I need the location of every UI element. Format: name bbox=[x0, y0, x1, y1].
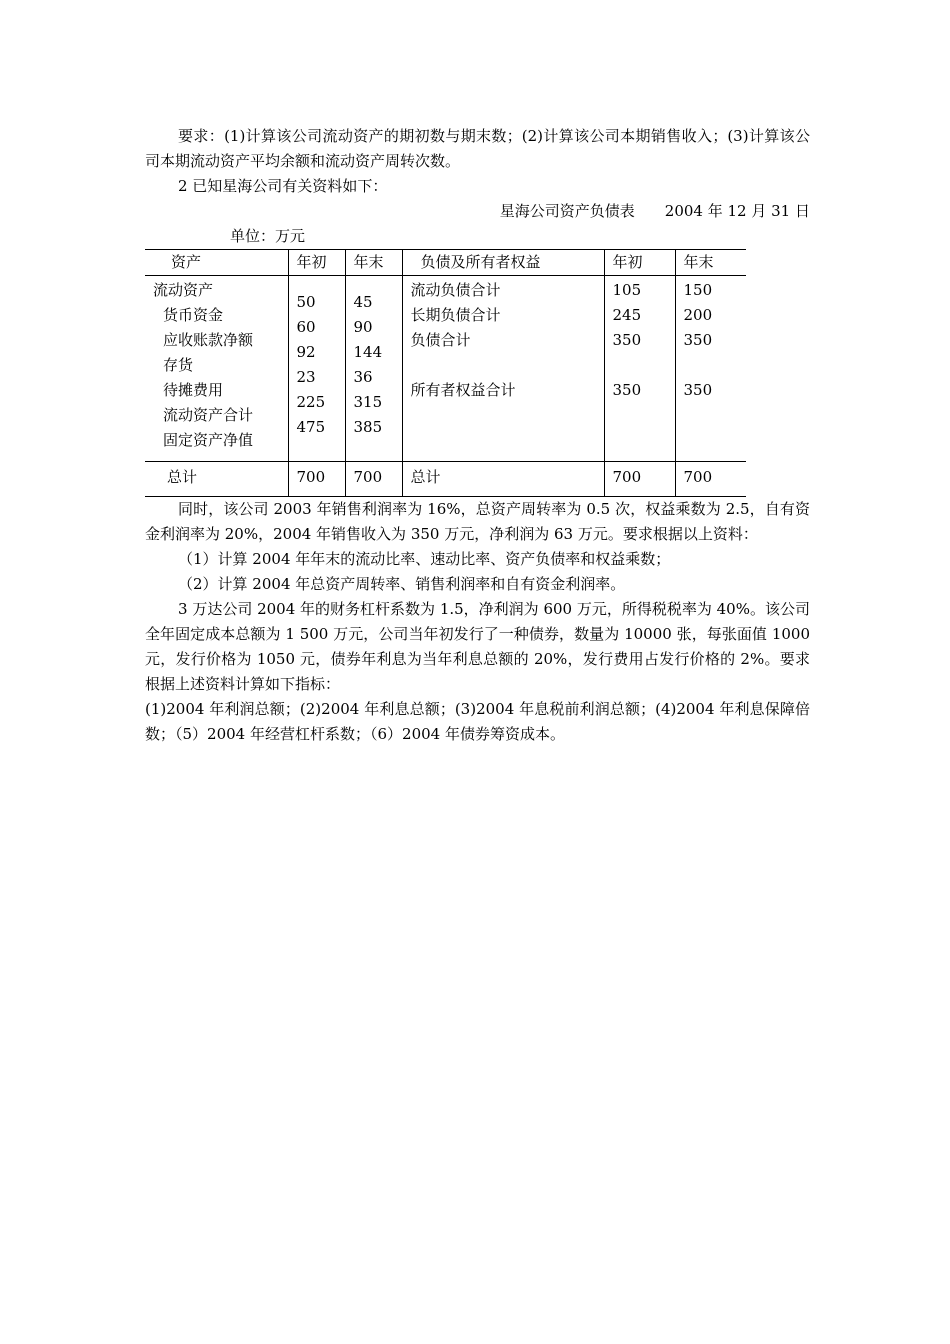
asset-begin-value: 225 bbox=[296, 393, 326, 411]
liability-label: 负债合计 bbox=[410, 331, 471, 349]
requirements-paragraph: 要求：(1)计算该公司流动资产的期初数与期末数；(2)计算该公司本期销售收入；(3)计算该公司本期流动资产平均余额和流动资产周转次数。 bbox=[145, 127, 810, 170]
liability-begin-value: 245 bbox=[612, 306, 642, 324]
total-value: 700 bbox=[345, 462, 402, 497]
liabilities-begin-column bbox=[604, 276, 675, 462]
header-end: 年末 bbox=[675, 250, 746, 276]
liability-end-value: 200 bbox=[683, 306, 713, 324]
header-liabilities: 负债及所有者权益 bbox=[402, 250, 604, 276]
asset-label: 待摊费用 bbox=[163, 381, 224, 399]
table-unit: 单位：万元 bbox=[230, 227, 306, 245]
liabilities-end-column bbox=[675, 276, 746, 462]
liability-label: 长期负债合计 bbox=[410, 306, 501, 324]
total-value: 700 bbox=[675, 462, 746, 497]
table-body-row bbox=[145, 276, 746, 462]
asset-end-value: 90 bbox=[353, 318, 373, 336]
asset-begin-value: 23 bbox=[296, 368, 316, 386]
liability-begin-value: 105 bbox=[612, 281, 642, 299]
assets-column bbox=[145, 276, 288, 462]
liability-label: 流动负债合计 bbox=[410, 281, 501, 299]
total-label: 总计 bbox=[402, 462, 604, 497]
liability-end-value: 350 bbox=[683, 331, 713, 349]
document-page bbox=[145, 124, 810, 747]
asset-begin-value: 60 bbox=[296, 318, 316, 336]
total-value: 700 bbox=[604, 462, 675, 497]
liability-end-value: 350 bbox=[683, 381, 713, 399]
question-3-items: (1)2004 年利润总额；(2)2004 年利息总额；(3)2004 年息税前利润总额；(4)2004 年利息保障倍数；（5）2004 年经营杠杆系数；（6）2004 年债券筹资成本。 bbox=[145, 700, 810, 743]
liability-end-value bbox=[684, 353, 747, 378]
assets-end-column bbox=[345, 276, 402, 462]
asset-label: 货币资金 bbox=[163, 306, 224, 324]
asset-end-value: 36 bbox=[353, 368, 373, 386]
header-assets: 资产 bbox=[145, 250, 288, 276]
asset-label: 流动资产合计 bbox=[163, 406, 254, 424]
header-begin: 年初 bbox=[604, 250, 675, 276]
asset-end-value: 385 bbox=[353, 418, 383, 436]
asset-end-value: 144 bbox=[353, 343, 383, 361]
header-end: 年末 bbox=[345, 250, 402, 276]
asset-label: 应收账款净额 bbox=[163, 331, 254, 349]
total-label: 总计 bbox=[145, 462, 288, 497]
liability-begin-value bbox=[613, 353, 675, 378]
balance-sheet-table bbox=[145, 249, 746, 497]
question-2-item-1: （1）计算 2004 年年末的流动比率、速动比率、资产负债率和权益乘数； bbox=[178, 550, 671, 568]
header-begin: 年初 bbox=[288, 250, 345, 276]
assets-begin-column bbox=[288, 276, 345, 462]
table-total-row bbox=[145, 462, 746, 497]
question-2-paragraph: 同时，该公司 2003 年销售利润率为 16%，总资产周转率为 0.5 次，权益乘数为 2.5，自有资金利润率为 20%，2004 年销售收入为 350 万元，净利润为 63 万元。要求根据以上资料： bbox=[145, 500, 810, 543]
table-title: 星海公司资产负债表 2004 年 12 月 31 日 bbox=[499, 202, 810, 220]
liability-label bbox=[411, 353, 604, 378]
asset-label: 固定资产净值 bbox=[163, 431, 254, 449]
asset-end-value: 315 bbox=[353, 393, 383, 411]
liability-begin-value: 350 bbox=[612, 381, 642, 399]
table-header-row bbox=[145, 250, 746, 276]
asset-label: 存货 bbox=[163, 356, 194, 374]
asset-end-value: 45 bbox=[353, 293, 373, 311]
total-value: 700 bbox=[288, 462, 345, 497]
asset-begin-value: 50 bbox=[296, 293, 316, 311]
liability-end-value: 150 bbox=[683, 281, 713, 299]
asset-begin-value: 92 bbox=[296, 343, 316, 361]
question-3-paragraph: 3 万达公司 2004 年的财务杠杆系数为 1.5，净利润为 600 万元，所得税税率为 40%。该公司全年固定成本总额为 1 500 万元，公司当年初发行了一种债券，数量为 10000 张，每张面值 1000 元，发行价格为 1050 元，债券年利息为当年利息总额的 20%，发行费用占发行价格的 2%。要求根据上述资料计算如下指标： bbox=[145, 600, 810, 693]
question-2-intro: 2 已知星海公司有关资料如下： bbox=[178, 177, 388, 195]
asset-begin-value: 475 bbox=[296, 418, 326, 436]
liabilities-column bbox=[402, 276, 604, 462]
question-2-item-2: （2）计算 2004 年总资产周转率、销售利润率和自有资金利润率。 bbox=[178, 575, 626, 593]
liability-begin-value: 350 bbox=[612, 331, 642, 349]
liability-label: 所有者权益合计 bbox=[410, 381, 516, 399]
asset-label: 流动资产 bbox=[153, 281, 214, 299]
